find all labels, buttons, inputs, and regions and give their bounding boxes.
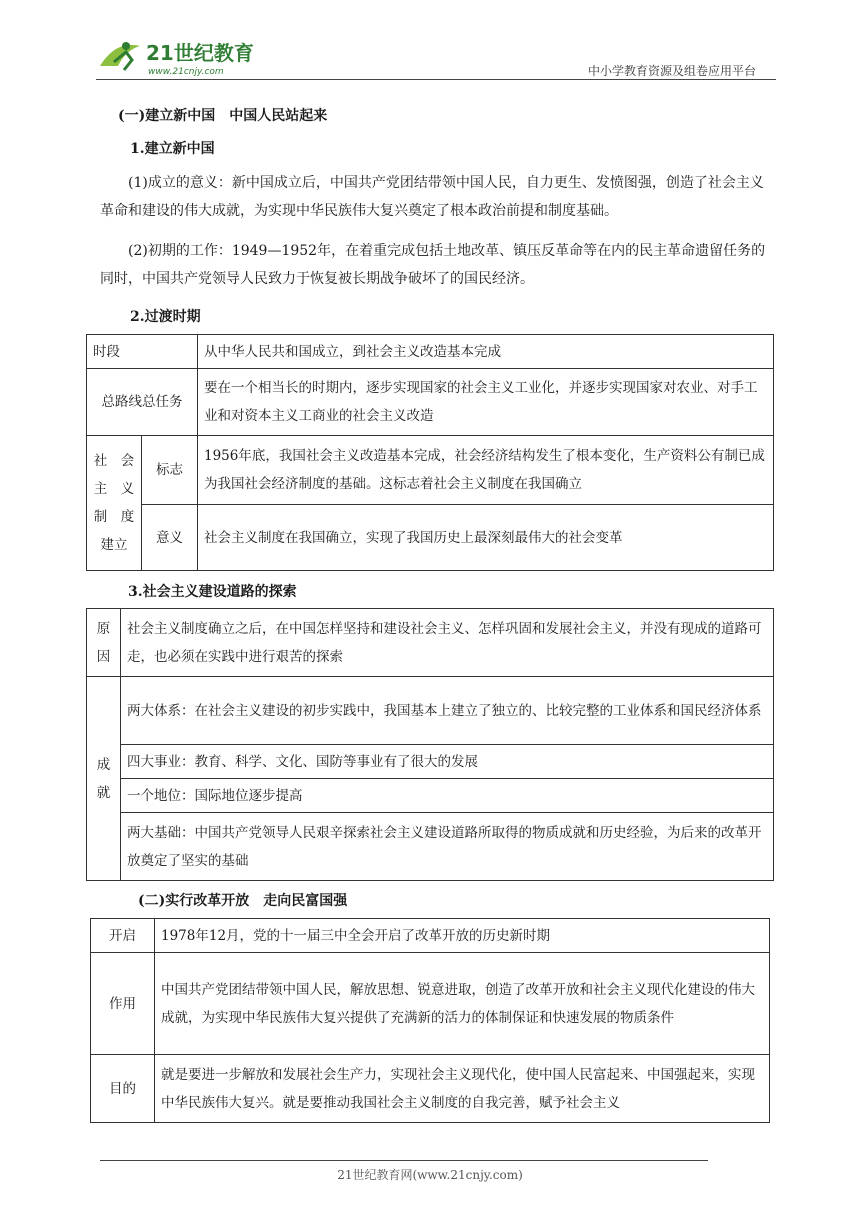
platform-name: 中小学教育资源及组卷应用平台 [587,64,756,78]
cell-label [87,677,121,881]
table-row [87,745,774,779]
label-char: 成 [96,756,111,773]
section2-title: (二)实行改革开放 走向民富国强 [138,893,348,909]
group-label-line: 社 会 [93,453,135,469]
section1-sub1: 1.建立新中国 [130,141,215,157]
cell-value: 要在一个相当长的时期内，逐步实现国家的社会主义工业化，并逐步实现国家对农业、对手工业和对资本主义工商业的社会主义改造 [198,369,774,436]
logo-text: 21世纪教育 [146,41,254,65]
group-label-line: 主 义 [93,481,135,497]
page-header [0,0,860,90]
table-row [87,369,774,436]
table-row [87,505,774,571]
section1-p1: (1)成立的意义：新中国成立后，中国共产党团结带领中国人民，自力更生、发愤图强，创造了社会主义革命和建设的伟大成就，为实现中华民族伟大复兴奠定了根本政治前提和制度基础。 [100,175,764,219]
table-row [87,436,774,505]
cell-label: 标志 [142,436,198,505]
table-reform [90,918,770,1123]
cell-value: 两大基础：中国共产党领导人民艰辛探索社会主义建设道路所取得的物质成就和历史经验，为后来的改革开放奠定了坚实的基础 [121,813,774,881]
section1-p2: (2)初期的工作：1949—1952年，在着重完成包括土地改革、镇压反革命等在内的民主革命遗留任务的同时，中国共产党领导人民致力于恢复被长期战争破坏了的国民经济。 [100,243,766,287]
cell-label: 时段 [87,335,198,369]
table-row [91,919,770,953]
cell-value: 两大体系：在社会主义建设的初步实践中，我国基本上建立了独立的、比较完整的工业体系和国民经济体系 [121,677,774,745]
cell-label: 作用 [91,953,155,1055]
cell-value: 一个地位：国际地位逐步提高 [121,779,774,813]
group-label-line: 建立 [100,537,128,553]
label-char: 就 [96,784,111,801]
cell-label: 目的 [91,1055,155,1123]
footer-text: 21世纪教育网(www.21cnjy.com) [337,1168,523,1182]
cell-value: 社会主义制度在我国确立，实现了我国历史上最深刻最伟大的社会变革 [198,505,774,571]
cell-value: 1956年底，我国社会主义改造基本完成，社会经济结构发生了根本变化，生产资料公有制已成为我国社会经济制度的基础。这标志着社会主义制度在我国确立 [198,436,774,505]
cell-value: 四大事业：教育、科学、文化、国防等事业有了很大的发展 [121,745,774,779]
group-label-line: 制 度 [93,509,135,525]
table-row [87,609,774,677]
cell-label: 意义 [142,505,198,571]
cell-value: 1978年12月，党的十一届三中全会开启了改革开放的历史新时期 [155,919,770,953]
logo-url: www.21cnjy.com [148,67,224,77]
cell-value: 中国共产党团结带领中国人民，解放思想、锐意进取，创造了改革开放和社会主义现代化建设的伟大成就，为实现中华民族伟大复兴提供了充满新的活力的体制保证和快速发展的物质条件 [155,953,770,1055]
cell-label: 总路线总任务 [87,369,198,436]
table-row [87,335,774,369]
section1-sub2: 2.过渡时期 [130,309,201,325]
table-row [91,1055,770,1123]
cell-value: 从中华人民共和国成立，到社会主义改造基本完成 [198,335,774,369]
header-divider [96,79,776,80]
table-exploration [86,608,774,881]
label-char: 原 [96,620,111,637]
cell-label [87,609,121,677]
table-row [87,813,774,881]
cell-value: 社会主义制度确立之后，在中国怎样坚持和建设社会主义、怎样巩固和发展社会主义，并没有现成的道路可走，也必须在实践中进行艰苦的探索 [121,609,774,677]
cell-value: 就是要进一步解放和发展社会生产力，实现社会主义现代化，使中国人民富起来、中国强起来，实现中华民族伟大复兴。就是要推动我国社会主义制度的自我完善，赋予社会主义 [155,1055,770,1123]
table-transition-period [86,334,774,571]
table-row [91,953,770,1055]
logo [96,36,266,80]
cell-group-label [87,436,142,571]
table-row [87,779,774,813]
table-row [87,677,774,745]
footer-divider [100,1160,708,1161]
cell-label: 开启 [91,919,155,953]
section1-sub3: 3.社会主义建设道路的探索 [128,584,297,600]
section1-title: (一)建立新中国 中国人民站起来 [118,108,328,124]
label-char: 因 [96,648,111,665]
